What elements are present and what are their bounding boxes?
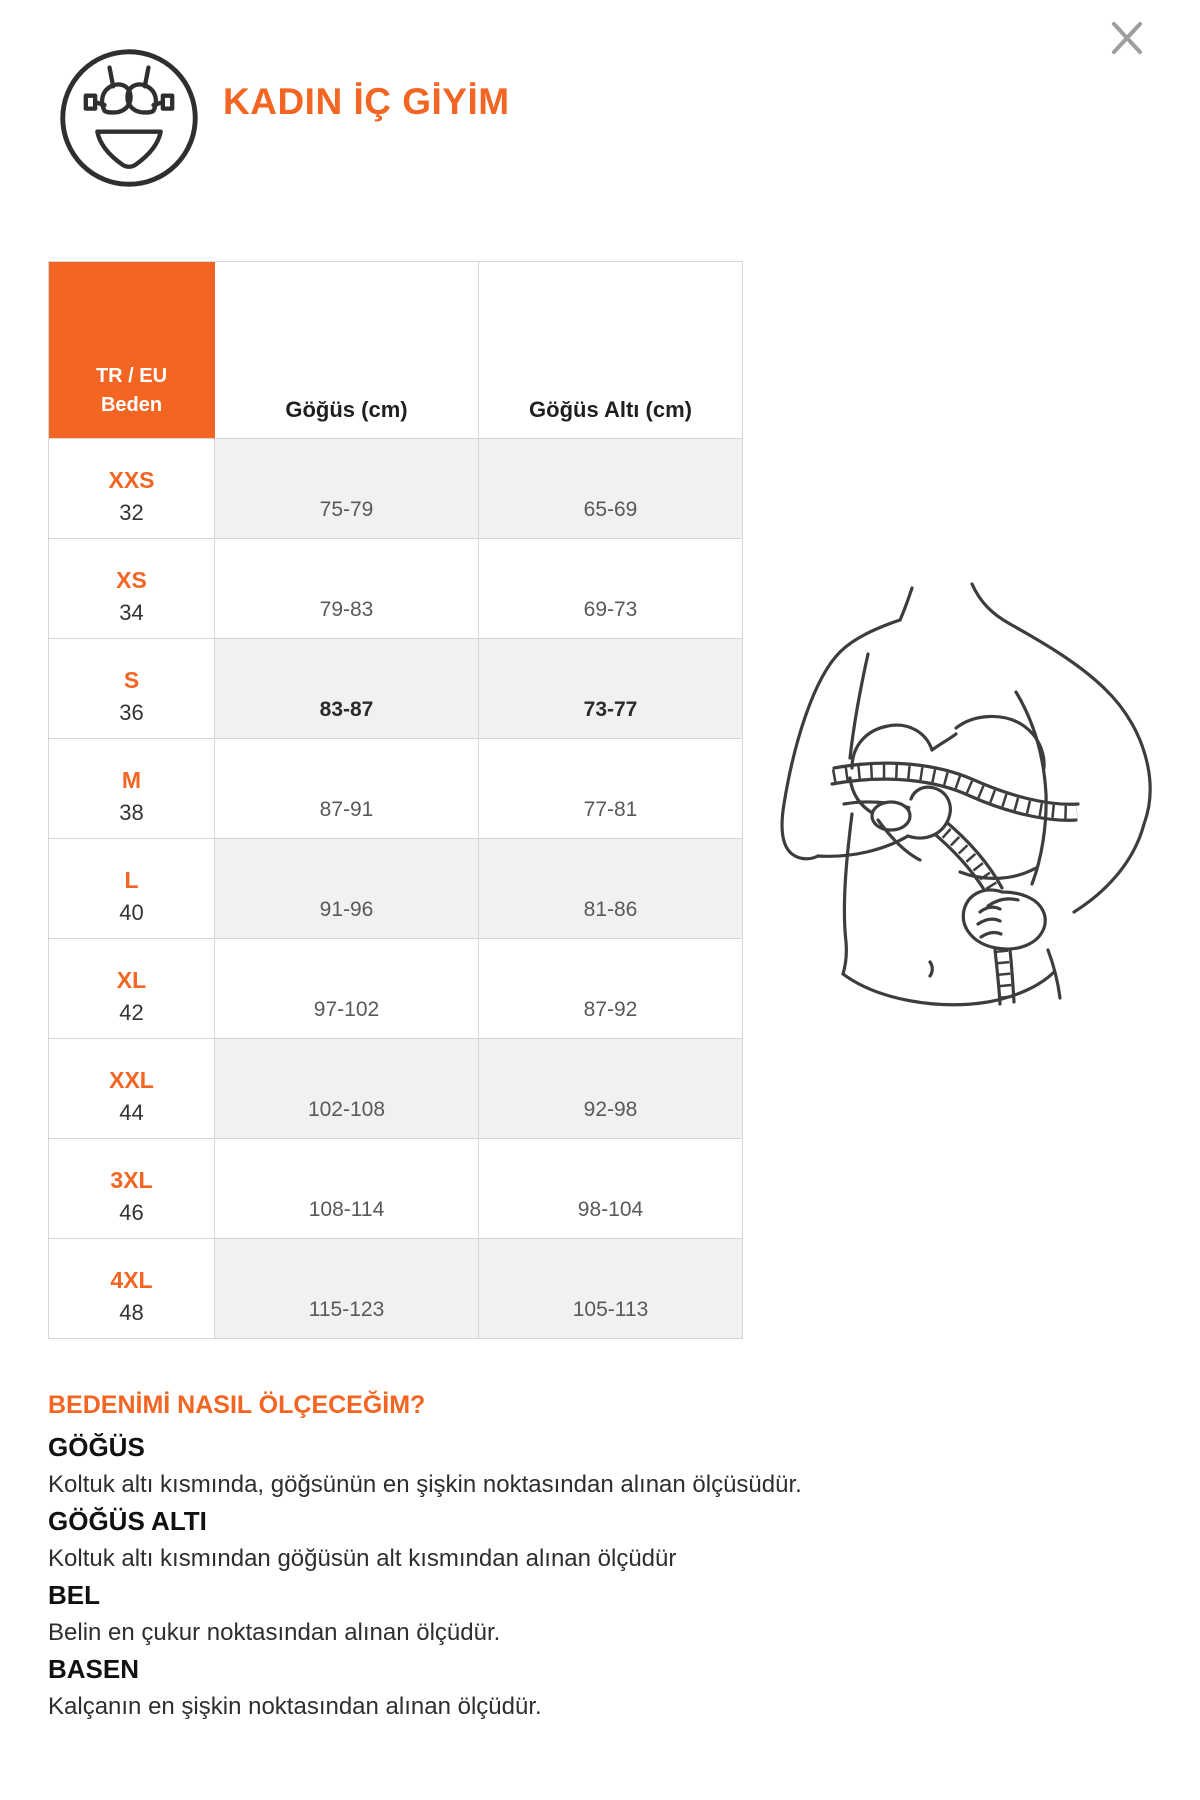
size-cell	[49, 539, 215, 639]
chest-value: 102-108	[307, 1098, 386, 1121]
size-number: 36	[119, 700, 144, 725]
size-number: 38	[119, 800, 144, 825]
size-number: 40	[119, 900, 144, 925]
chest-value: 75-79	[319, 498, 374, 521]
size-number: 42	[119, 1000, 144, 1025]
size-cell	[49, 1139, 215, 1239]
size-code: XXL	[109, 1067, 154, 1093]
size-cell	[49, 439, 215, 539]
underbust-column-header: Göğüs Altı (cm)	[479, 262, 743, 439]
chest-cell	[215, 839, 479, 939]
underbust-value: 77-81	[583, 798, 638, 821]
size-number: 32	[119, 500, 144, 525]
guide-item-label: GÖĞÜS	[48, 1432, 145, 1462]
underbust-cell	[479, 839, 743, 939]
measurement-guide	[48, 1387, 1148, 1725]
chest-value: 79-83	[319, 598, 374, 621]
guide-item-label: GÖĞÜS ALTI	[48, 1506, 207, 1536]
guide-item-description: Koltuk altı kısmında, göğsünün en şişkin noktasından alınan ölçüsüdür.	[48, 1471, 802, 1498]
chest-column-header: Göğüs (cm)	[215, 262, 479, 439]
guide-item-description: Belin en çukur noktasından alınan ölçüdür.	[48, 1619, 501, 1646]
size-table	[48, 261, 743, 1339]
size-cell	[49, 939, 215, 1039]
size-code: 4XL	[110, 1267, 153, 1293]
underbust-cell	[479, 1239, 743, 1339]
guide-item-label: BASEN	[48, 1654, 140, 1684]
size-code: 3XL	[110, 1167, 153, 1193]
chest-cell	[215, 439, 479, 539]
underbust-value: 81-86	[583, 898, 638, 921]
chest-value: 108-114	[308, 1198, 385, 1221]
size-number: 34	[119, 600, 144, 625]
chest-cell	[215, 1239, 479, 1339]
size-cell	[49, 739, 215, 839]
size-cell	[49, 1239, 215, 1339]
underbust-cell	[479, 939, 743, 1039]
chest-value: 87-91	[319, 798, 374, 821]
size-code: L	[124, 867, 139, 893]
guide-item-description: Koltuk altı kısmından göğüsün alt kısmından alınan ölçüdür	[48, 1545, 677, 1572]
guide-item-label: BEL	[48, 1580, 100, 1610]
underbust-value: 87-92	[583, 998, 638, 1021]
size-number: 44	[119, 1100, 144, 1125]
underbust-cell	[479, 639, 743, 739]
size-code: XXS	[108, 467, 155, 493]
size-cell	[49, 639, 215, 739]
guide-title: BEDENİMİ NASIL ÖLÇECEĞİM?	[48, 1391, 426, 1419]
underbust-value: 73-77	[583, 698, 638, 721]
chest-cell	[215, 939, 479, 1039]
chest-cell	[215, 1139, 479, 1239]
size-cell	[49, 839, 215, 939]
underbust-cell	[479, 439, 743, 539]
underbust-value: 105-113	[572, 1298, 649, 1321]
lingerie-category-icon	[57, 46, 201, 190]
size-code: S	[123, 667, 140, 693]
underbust-cell	[479, 739, 743, 839]
underbust-value: 92-98	[583, 1098, 638, 1121]
chest-cell	[215, 739, 479, 839]
chest-value: 91-96	[319, 898, 374, 921]
close-button[interactable]	[1104, 16, 1150, 62]
measurement-illustration	[748, 562, 1172, 1034]
chest-value: 115-123	[308, 1298, 385, 1321]
size-code: XS	[116, 567, 147, 593]
woman-measuring-bust-drawing	[748, 562, 1172, 1034]
chest-cell	[215, 1039, 479, 1139]
chest-cell	[215, 539, 479, 639]
underbust-value: 65-69	[583, 498, 638, 521]
underbust-value: 69-73	[583, 598, 638, 621]
chest-cell	[215, 639, 479, 739]
chest-value: 83-87	[319, 698, 374, 721]
page-title: KADIN İÇ GİYİM	[223, 81, 510, 122]
underbust-cell	[479, 539, 743, 639]
guide-item-description: Kalçanın en şişkin noktasından alınan ölçüdür.	[48, 1693, 542, 1720]
size-code: XL	[116, 967, 147, 993]
size-code: M	[121, 767, 142, 793]
size-cell	[49, 1039, 215, 1139]
underbust-cell	[479, 1039, 743, 1139]
size-number: 48	[119, 1300, 144, 1325]
size-column-header: TR / EU Beden	[49, 262, 215, 439]
chest-value: 97-102	[313, 998, 380, 1021]
underbust-cell	[479, 1139, 743, 1239]
size-number: 46	[119, 1200, 144, 1225]
underbust-value: 98-104	[577, 1198, 644, 1221]
close-icon	[1104, 16, 1150, 62]
